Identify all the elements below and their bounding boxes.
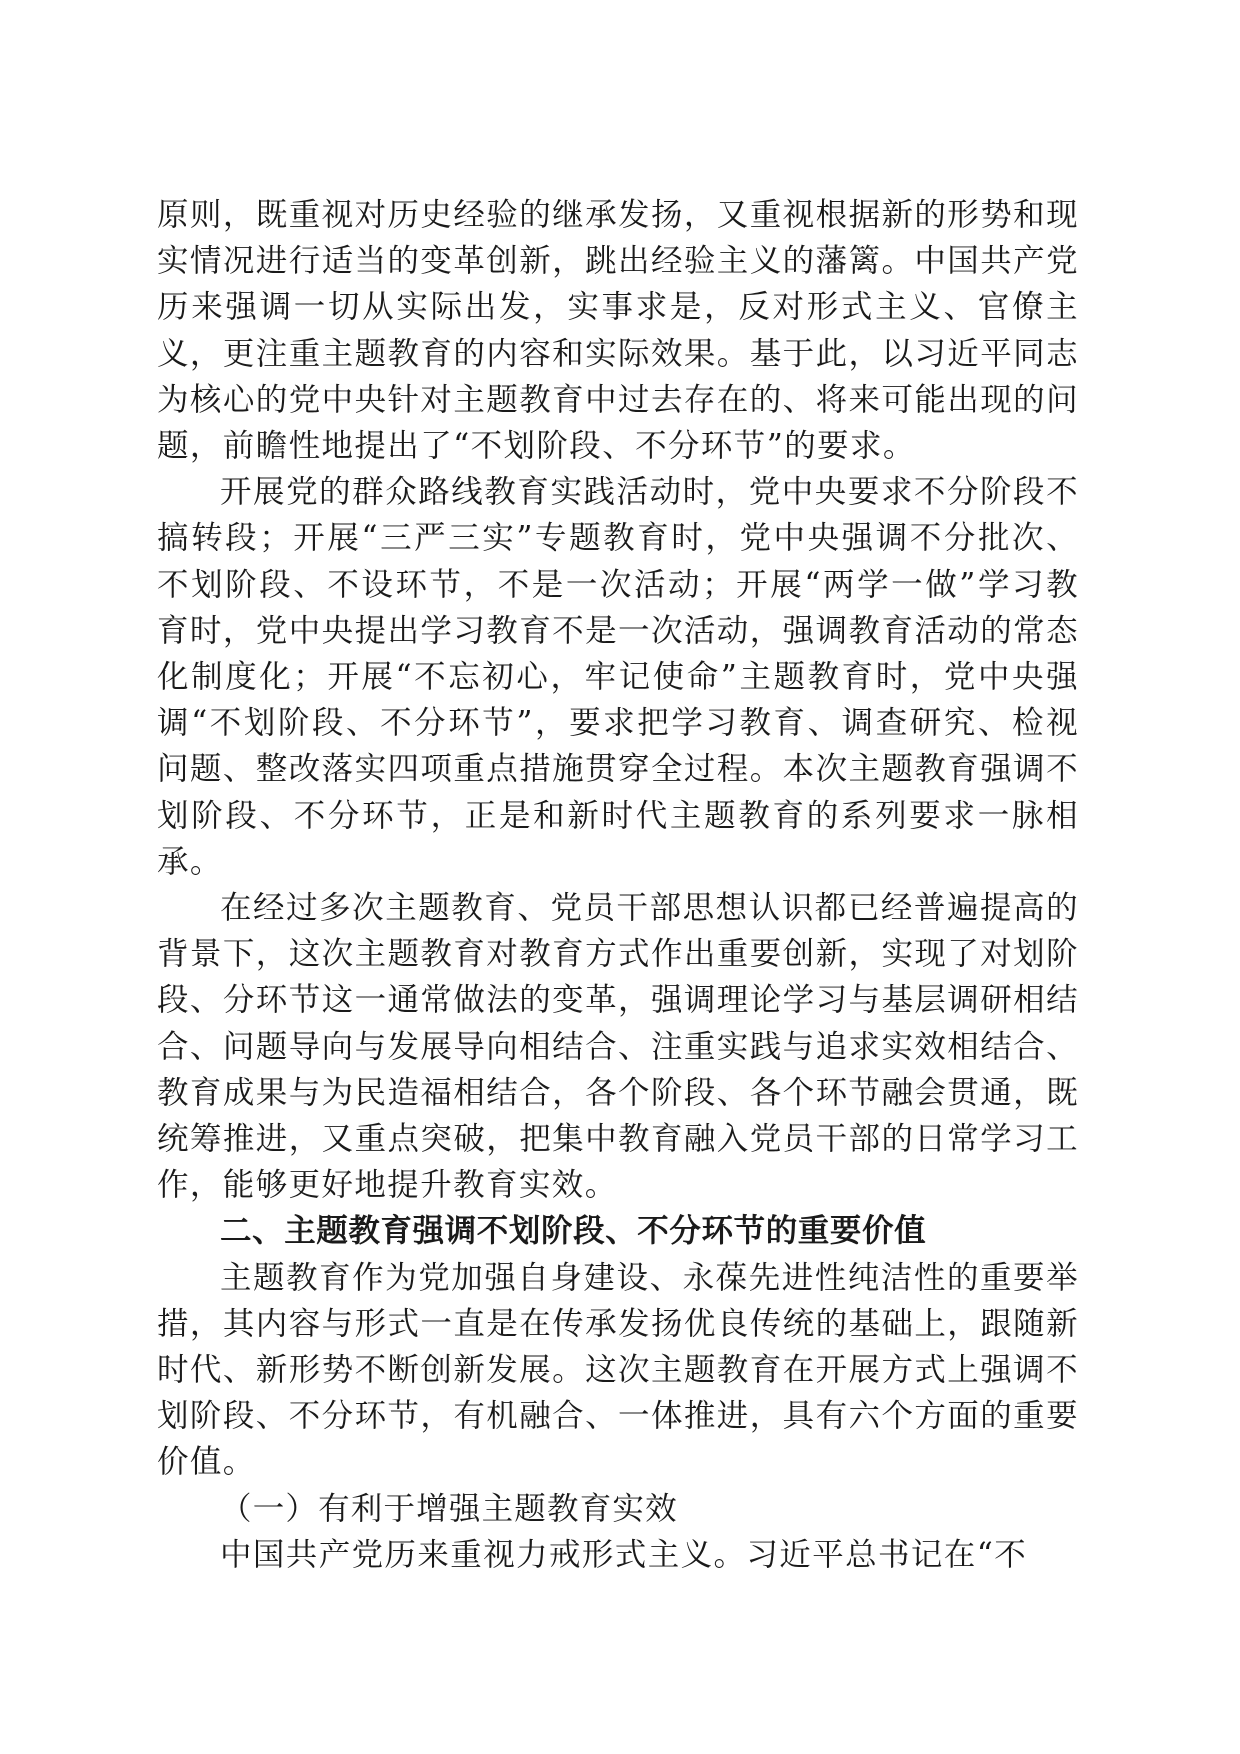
document-body: [157, 192, 1079, 1578]
paragraph-subsection-start: 中国共产党历来重视力戒形式主义。习近平总书记在“不: [220, 1536, 1028, 1573]
subsection-heading: （一）有利于增强主题教育实效: [220, 1490, 678, 1527]
section-heading: 二、主题教育强调不划阶段、不分环节的重要价值: [220, 1213, 927, 1250]
paragraph-party-education-history: 开展党的群众路线教育实践活动时，党中央要求不分阶段不搞转段；开展“三严三实”专题教育时，党中央强调不分批次、不划阶段、不设环节，不是一次活动；开展“两学一做”学习教育时，党中央提出学习教育不是一次活动，强调教育活动的常态化制度化；开展“不忘初心，牢记使命”主题教育时，党中央强调“不划阶段、不分环节”，要求把学习教育、调查研究、检视问题、整改落实四项重点措施贯穿全过程。本次主题教育强调不划阶段、不分环节，正是和新时代主题教育的系列要求一脉相承。: [157, 474, 1079, 880]
paragraph-education-innovation: 在经过多次主题教育、党员干部思想认识都已经普遍提高的背景下，这次主题教育对教育方式作出重要创新，实现了对划阶段、分环节这一通常做法的变革，强调理论学习与基层调研相结合、问题导向与发展导向相结合、注重实践与追求实效相结合、教育成果与为民造福相结合，各个阶段、各个环节融会贯通，既统筹推进，又重点突破，把集中教育融入党员干部的日常学习工作，能够更好地提升教育实效。: [157, 890, 1079, 1204]
paragraph-section-intro: 主题教育作为党加强自身建设、永葆先进性纯洁性的重要举措，其内容与形式一直是在传承发扬优良传统的基础上，跟随新时代、新形势不断创新发展。这次主题教育在开展方式上强调不划阶段、不分环节，有机融合、一体推进，具有六个方面的重要价值。: [157, 1259, 1079, 1481]
paragraph-continuation: 原则，既重视对历史经验的继承发扬，又重视根据新的形势和现实情况进行适当的变革创新，跳出经验主义的藩篱。中国共产党历来强调一切从实际出发，实事求是，反对形式主义、官僚主义，更注重主题教育的内容和实际效果。基于此，以习近平同志为核心的党中央针对主题教育中过去存在的、将来可能出现的问题，前瞻性地提出了“不划阶段、不分环节”的要求。: [157, 197, 1079, 465]
